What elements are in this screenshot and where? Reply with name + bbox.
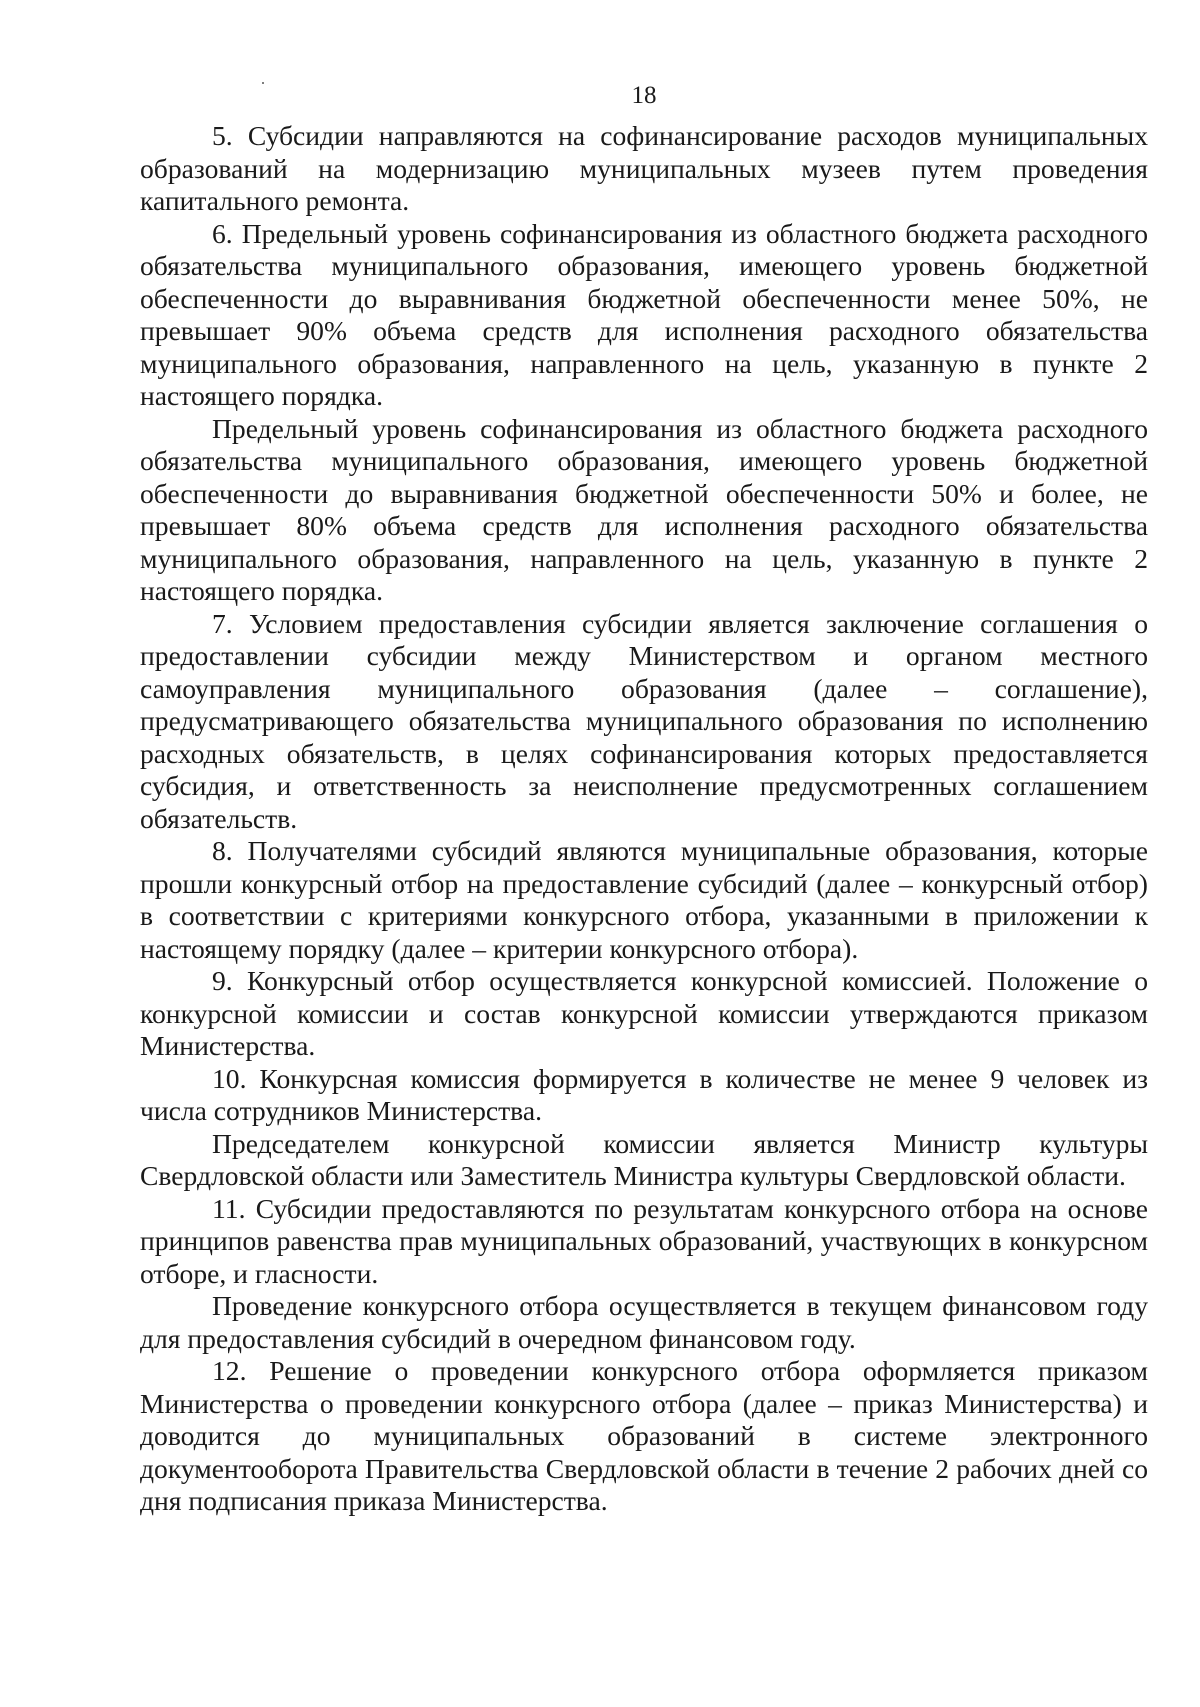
paragraph-11: 11. Субсидии предоставляются по результатам конкурсного отбора на основе принципов равенства прав муниципальных образований, участвующих в конкурсном отборе, и гласности.: [140, 1192, 1148, 1289]
document-page: [140, 70, 1148, 1518]
paragraph-6-cont: Предельный уровень софинансирования из областного бюджета расходного обязательства муниципального образования, имеющего уровень бюджетной обеспеченности до выравнивания бюджетной обеспеченности 50% и более, не превышает 80% объема средств для исполнения расходного обязательства муниципального образования, направленного на цель, указанную в пункте 2 настоящего порядка.: [140, 412, 1148, 606]
paragraph-6: 6. Предельный уровень софинансирования из областного бюджета расходного обязательства муниципального образования, имеющего уровень бюджетной обеспеченности до выравнивания бюджетной обеспеченности менее 50%, не превышает 90% объема средств для исполнения расходного обязательства муниципального образования, направленного на цель, указанную в пункте 2 настоящего порядка.: [140, 217, 1148, 411]
paragraph-10-cont: Председателем конкурсной комиссии является Министр культуры Свердловской области или Заместитель Министра культуры Свердловской области.: [140, 1127, 1148, 1191]
paragraph-8: 8. Получателями субсидий являются муниципальные образования, которые прошли конкурсный отбор на предоставление субсидий (далее – конкурсный отбор) в соответствии с критериями конкурсного отбора, указанными в приложении к настоящему порядку (далее – критерии конкурсного отбора).: [140, 835, 1148, 964]
paragraph-10: 10. Конкурсная комиссия формируется в количестве не менее 9 человек из числа сотрудников Министерства.: [140, 1062, 1148, 1126]
paragraph-5: 5. Субсидии направляются на софинансирование расходов муниципальных образований на модернизацию муниципальных музеев путем проведения капитального ремонта.: [140, 120, 1148, 216]
paragraph-11-cont: Проведение конкурсного отбора осуществляется в текущем финансовом году для предоставления субсидий в очередном финансовом году.: [140, 1290, 1148, 1354]
paragraph-9: 9. Конкурсный отбор осуществляется конкурсной комиссией. Положение о конкурсной комиссии и состав конкурсной комиссии утверждаются приказом Министерства.: [140, 965, 1148, 1061]
paragraph-7: 7. Условием предоставления субсидии является заключение соглашения о предоставлении субсидии между Министерством и органом местного самоуправления муниципального образования (далее – соглашение), предусматривающего обязательства муниципального образования по исполнению расходных обязательств, в целях софинансирования которых предоставляется субсидия, и ответственность за неисполнение предусмотренных соглашением обязательств.: [140, 607, 1148, 834]
paragraph-12: 12. Решение о проведении конкурсного отбора оформляется приказом Министерства о проведении конкурсного отбора (далее – приказ Министерства) и доводится до муниципальных образований в системе электронного документооборота Правительства Свердловской области в течение 2 рабочих дней со дня подписания приказа Министерства.: [140, 1355, 1148, 1516]
page-number: 18: [631, 82, 657, 109]
